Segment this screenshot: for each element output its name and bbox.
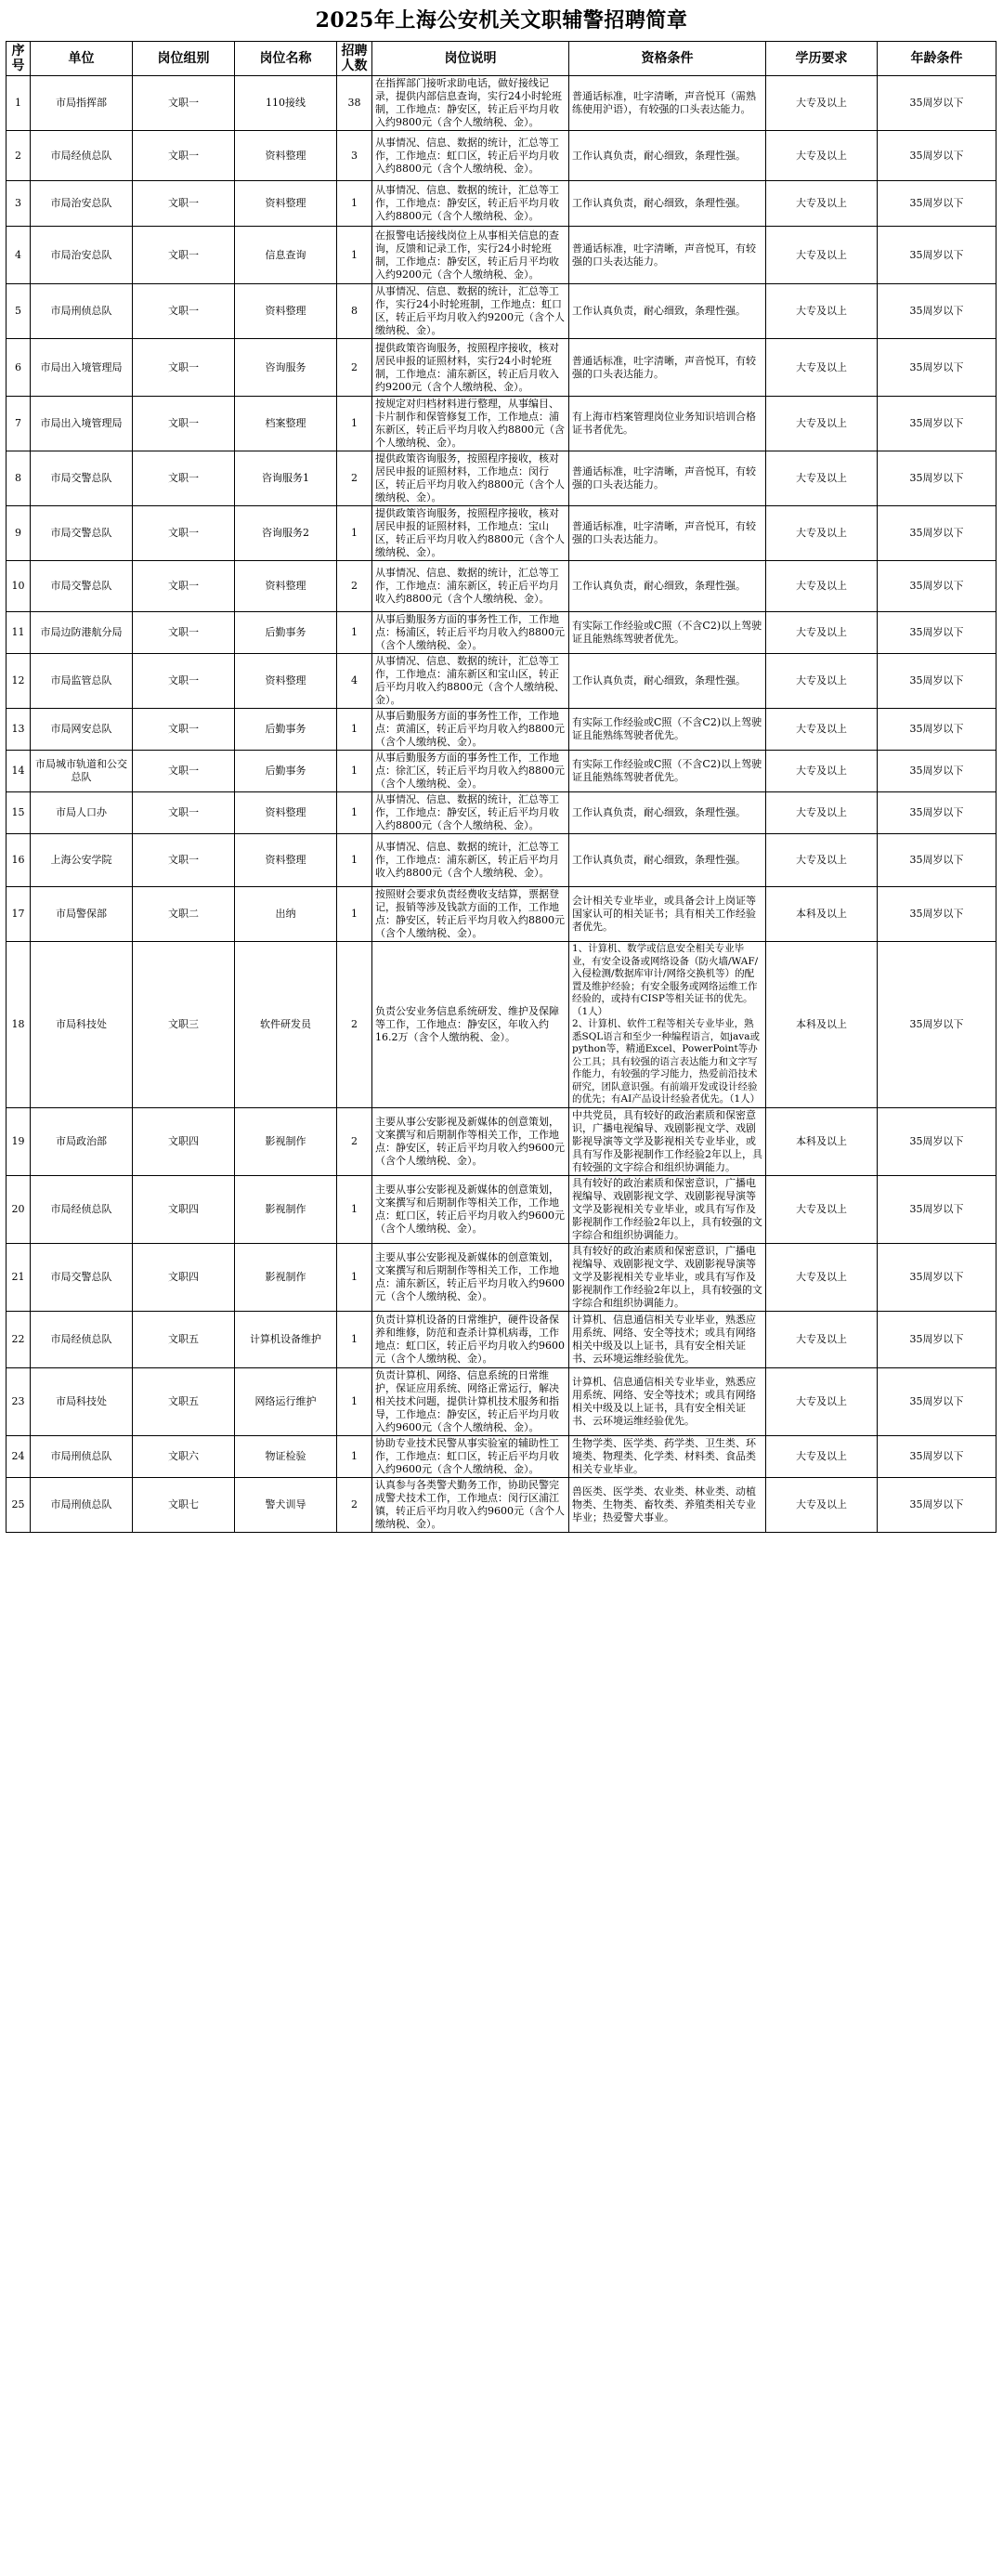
education-cell: 大专及以上 bbox=[766, 76, 878, 131]
table-row bbox=[7, 181, 996, 227]
education-cell: 大专及以上 bbox=[766, 561, 878, 612]
post-description-cell: 从事情况、信息、数据的统计，汇总等工作，工作地点：静安区，转正后平均月收入约8800元（含个人缴纳税、金）。 bbox=[372, 792, 569, 834]
education-cell: 本科及以上 bbox=[766, 1107, 878, 1175]
qualification-cell: 普通话标准，吐字清晰，声音悦耳，有较强的口头表达能力。 bbox=[569, 451, 766, 506]
education-cell: 本科及以上 bbox=[766, 942, 878, 1108]
post-name-cell: 资料整理 bbox=[235, 284, 337, 339]
seq-cell: 13 bbox=[7, 709, 31, 751]
age-cell: 35周岁以下 bbox=[878, 561, 996, 612]
qualification-cell: 工作认真负责，耐心细致，条理性强。 bbox=[569, 181, 766, 227]
group-cell: 文职一 bbox=[133, 451, 235, 506]
education-cell: 大专及以上 bbox=[766, 1435, 878, 1477]
education-cell: 大专及以上 bbox=[766, 1477, 878, 1532]
headcount-cell: 2 bbox=[337, 339, 372, 397]
headcount-cell: 1 bbox=[337, 1311, 372, 1367]
group-cell: 文职一 bbox=[133, 561, 235, 612]
age-cell: 35周岁以下 bbox=[878, 1243, 996, 1311]
unit-cell: 市局出入境管理局 bbox=[31, 397, 133, 451]
education-cell: 大专及以上 bbox=[766, 612, 878, 654]
age-cell: 35周岁以下 bbox=[878, 834, 996, 887]
qualification-cell: 1、计算机、数学或信息安全相关专业毕业，有安全设备或网络设备（防火墙/WAF/入侵检测/数据库审计/网络交换机等）的配置及维护经验；有安全服务或网络运维工作经验的，或持有CISP等相关证书的优先。（1人） 2、计算机、软件工程等相关专业毕业，熟悉SQL语言和至少一种编程语言，如java或python等，精通Excel、PowerPoint等办公工具；具有较强的语言表达能力和文字写作能力，有较强的学习能力，热爱前沿技术研究，团队意识强。有前端开发或设计经验的优先；有AI产品设计经验者优先。（1人） bbox=[569, 942, 766, 1108]
seq-cell: 19 bbox=[7, 1107, 31, 1175]
headcount-cell: 1 bbox=[337, 1175, 372, 1243]
age-cell: 35周岁以下 bbox=[878, 181, 996, 227]
post-name-cell: 出纳 bbox=[235, 887, 337, 942]
post-name-cell: 咨询服务1 bbox=[235, 451, 337, 506]
age-cell: 35周岁以下 bbox=[878, 506, 996, 561]
post-description-cell: 提供政策咨询服务，按照程序接收，核对居民申报的证照材料，工作地点：宝山区，转正后平均月收入约8800元（含个人缴纳税、金）。 bbox=[372, 506, 569, 561]
post-description-cell: 协助专业技术民警从事实验室的辅助性工作，工作地点：虹口区，转正后平均月收入约9600元（含个人缴纳税、金）。 bbox=[372, 1435, 569, 1477]
post-name-cell: 后勤事务 bbox=[235, 751, 337, 792]
post-name-cell: 110接线 bbox=[235, 76, 337, 131]
education-cell: 大专及以上 bbox=[766, 227, 878, 284]
post-description-cell: 负责计算机设备的日常维护，硬件设备保养和维修，防范和查杀计算机病毒，工作地点：虹口区，转正后平均月收入约9600元（含个人缴纳税、金）。 bbox=[372, 1311, 569, 1367]
group-cell: 文职一 bbox=[133, 284, 235, 339]
table-row bbox=[7, 887, 996, 942]
header-cell: 岗位名称 bbox=[235, 42, 337, 76]
headcount-cell: 1 bbox=[337, 1243, 372, 1311]
education-cell: 大专及以上 bbox=[766, 1243, 878, 1311]
table-row bbox=[7, 1311, 996, 1367]
table-row bbox=[7, 339, 996, 397]
group-cell: 文职五 bbox=[133, 1311, 235, 1367]
table-row bbox=[7, 751, 996, 792]
post-description-cell: 主要从事公安影视及新媒体的创意策划，文案撰写和后期制作等相关工作，工作地点：静安区，转正后平均月收入约9600元（含个人缴纳税、金）。 bbox=[372, 1107, 569, 1175]
qualification-cell: 普通话标准，吐字清晰，声音悦耳，有较强的口头表达能力。 bbox=[569, 339, 766, 397]
headcount-cell: 2 bbox=[337, 451, 372, 506]
education-cell: 大专及以上 bbox=[766, 751, 878, 792]
unit-cell: 市局科技处 bbox=[31, 942, 133, 1108]
post-description-cell: 按照财会要求负责经费收支结算，票据登记，报销等涉及钱款方面的工作，工作地点：静安区，转正后平均月收入约8800元（含个人缴纳税、金）。 bbox=[372, 887, 569, 942]
education-cell: 大专及以上 bbox=[766, 654, 878, 709]
headcount-cell: 8 bbox=[337, 284, 372, 339]
unit-cell: 市局经侦总队 bbox=[31, 1311, 133, 1367]
unit-cell: 市局刑侦总队 bbox=[31, 1435, 133, 1477]
post-description-cell: 从事情况、信息、数据的统计，汇总等工作，工作地点：虹口区，转正后平均月收入约8800元（含个人缴纳税、金）。 bbox=[372, 131, 569, 181]
qualification-cell: 中共党员，具有较好的政治素质和保密意识，广播电视编导、戏剧影视文学、戏剧影视导演等文学及影视相关专业毕业，或具有写作及影视制作工作经验2年以上，具有较强的文字综合和组织协调能力。 bbox=[569, 1107, 766, 1175]
table-row bbox=[7, 506, 996, 561]
unit-cell: 市局治安总队 bbox=[31, 181, 133, 227]
age-cell: 35周岁以下 bbox=[878, 1435, 996, 1477]
age-cell: 35周岁以下 bbox=[878, 1367, 996, 1435]
headcount-cell: 1 bbox=[337, 181, 372, 227]
qualification-cell: 有上海市档案管理岗位业务知识培训合格证书者优先。 bbox=[569, 397, 766, 451]
unit-cell: 市局政治部 bbox=[31, 1107, 133, 1175]
seq-cell: 16 bbox=[7, 834, 31, 887]
seq-cell: 6 bbox=[7, 339, 31, 397]
header-cell: 单位 bbox=[31, 42, 133, 76]
table-row bbox=[7, 612, 996, 654]
seq-cell: 21 bbox=[7, 1243, 31, 1311]
age-cell: 35周岁以下 bbox=[878, 284, 996, 339]
qualification-cell: 计算机、信息通信相关专业毕业，熟悉应用系统、网络、安全等技术；或具有网络相关中级及以上证书，具有安全相关证书、云环境运维经验优先。 bbox=[569, 1311, 766, 1367]
seq-cell: 15 bbox=[7, 792, 31, 834]
seq-cell: 8 bbox=[7, 451, 31, 506]
post-description-cell: 认真参与各类警犬勤务工作，协助民警完成警犬技术工作，工作地点：闵行区浦江镇，转正后平均月收入约9600元（含个人缴纳税、金）。 bbox=[372, 1477, 569, 1532]
table-row bbox=[7, 942, 996, 1108]
post-name-cell: 资料整理 bbox=[235, 561, 337, 612]
group-cell: 文职六 bbox=[133, 1435, 235, 1477]
headcount-cell: 2 bbox=[337, 1477, 372, 1532]
post-description-cell: 主要从事公安影视及新媒体的创意策划，文案撰写和后期制作等相关工作，工作地点：浦东新区，转正后平均月收入约9600元（含个人缴纳税、金）。 bbox=[372, 1243, 569, 1311]
seq-cell: 20 bbox=[7, 1175, 31, 1243]
group-cell: 文职四 bbox=[133, 1243, 235, 1311]
unit-cell: 市局交警总队 bbox=[31, 506, 133, 561]
table-row bbox=[7, 792, 996, 834]
headcount-cell: 4 bbox=[337, 654, 372, 709]
table-row bbox=[7, 1107, 996, 1175]
post-name-cell: 计算机设备维护 bbox=[235, 1311, 337, 1367]
qualification-cell: 工作认真负责，耐心细致，条理性强。 bbox=[569, 654, 766, 709]
seq-cell: 4 bbox=[7, 227, 31, 284]
unit-cell: 市局指挥部 bbox=[31, 76, 133, 131]
post-name-cell: 后勤事务 bbox=[235, 709, 337, 751]
post-name-cell: 影视制作 bbox=[235, 1243, 337, 1311]
seq-cell: 3 bbox=[7, 181, 31, 227]
unit-cell: 市局警保部 bbox=[31, 887, 133, 942]
table-row bbox=[7, 397, 996, 451]
age-cell: 35周岁以下 bbox=[878, 654, 996, 709]
qualification-cell: 具有较好的政治素质和保密意识，广播电视编导、戏剧影视文学、戏剧影视导演等文学及影视相关专业毕业，或具有写作及影视制作工作经验2年以上，具有较强的文字综合和组织协调能力。 bbox=[569, 1243, 766, 1311]
unit-cell: 市局经侦总队 bbox=[31, 1175, 133, 1243]
group-cell: 文职一 bbox=[133, 709, 235, 751]
post-name-cell: 网络运行维护 bbox=[235, 1367, 337, 1435]
unit-cell: 市局科技处 bbox=[31, 1367, 133, 1435]
qualification-cell: 普通话标准，吐字清晰，声音悦耳，有较强的口头表达能力。 bbox=[569, 227, 766, 284]
age-cell: 35周岁以下 bbox=[878, 131, 996, 181]
post-description-cell: 在报警电话接线岗位上从事相关信息的查询，反馈和记录工作，实行24小时轮班制，工作地点：静安区，转正后月平均收入约9200元（含个人缴纳税、金）。 bbox=[372, 227, 569, 284]
seq-cell: 11 bbox=[7, 612, 31, 654]
unit-cell: 上海公安学院 bbox=[31, 834, 133, 887]
header-cell: 学历要求 bbox=[766, 42, 878, 76]
qualification-cell: 会计相关专业毕业，或具备会计上岗证等国家认可的相关证书；具有相关工作经验者优先。 bbox=[569, 887, 766, 942]
unit-cell: 市局城市轨道和公交总队 bbox=[31, 751, 133, 792]
headcount-cell: 1 bbox=[337, 1435, 372, 1477]
headcount-cell: 1 bbox=[337, 792, 372, 834]
group-cell: 文职一 bbox=[133, 397, 235, 451]
post-name-cell: 资料整理 bbox=[235, 834, 337, 887]
seq-cell: 23 bbox=[7, 1367, 31, 1435]
education-cell: 本科及以上 bbox=[766, 887, 878, 942]
group-cell: 文职一 bbox=[133, 834, 235, 887]
unit-cell: 市局网安总队 bbox=[31, 709, 133, 751]
seq-cell: 25 bbox=[7, 1477, 31, 1532]
age-cell: 35周岁以下 bbox=[878, 709, 996, 751]
education-cell: 大专及以上 bbox=[766, 339, 878, 397]
group-cell: 文职一 bbox=[133, 227, 235, 284]
qualification-cell: 有实际工作经验或C照（不含C2)以上驾驶证且能熟练驾驶者优先。 bbox=[569, 709, 766, 751]
post-name-cell: 资料整理 bbox=[235, 181, 337, 227]
headcount-cell: 2 bbox=[337, 942, 372, 1108]
post-name-cell: 咨询服务2 bbox=[235, 506, 337, 561]
headcount-cell: 2 bbox=[337, 561, 372, 612]
education-cell: 大专及以上 bbox=[766, 834, 878, 887]
table-row bbox=[7, 227, 996, 284]
post-name-cell: 资料整理 bbox=[235, 131, 337, 181]
qualification-cell: 具有较好的政治素质和保密意识，广播电视编导、戏剧影视文学、戏剧影视导演等文学及影视相关专业毕业，或具有写作及影视制作工作经验2年以上，具有较强的文字综合和组织协调能力。 bbox=[569, 1175, 766, 1243]
table-row bbox=[7, 834, 996, 887]
age-cell: 35周岁以下 bbox=[878, 76, 996, 131]
education-cell: 大专及以上 bbox=[766, 792, 878, 834]
header-cell: 年龄条件 bbox=[878, 42, 996, 76]
unit-cell: 市局交警总队 bbox=[31, 1243, 133, 1311]
group-cell: 文职一 bbox=[133, 792, 235, 834]
seq-cell: 1 bbox=[7, 76, 31, 131]
post-description-cell: 从事后勤服务方面的事务性工作，工作地点：杨浦区，转正后平均月收入约8800元（含个人缴纳税、金）。 bbox=[372, 612, 569, 654]
table-row bbox=[7, 1243, 996, 1311]
table-row bbox=[7, 284, 996, 339]
table-row bbox=[7, 561, 996, 612]
post-description-cell: 提供政策咨询服务，按照程序接收，核对居民申报的证照材料，实行24小时轮班制，工作地点：浦东新区，转正后月收入约9200元（含个人缴纳税、金）。 bbox=[372, 339, 569, 397]
table-row bbox=[7, 451, 996, 506]
header-cell: 资格条件 bbox=[569, 42, 766, 76]
education-cell: 大专及以上 bbox=[766, 506, 878, 561]
group-cell: 文职二 bbox=[133, 887, 235, 942]
age-cell: 35周岁以下 bbox=[878, 227, 996, 284]
qualification-cell: 普通话标准，吐字清晰，声音悦耳，有较强的口头表达能力。 bbox=[569, 506, 766, 561]
post-description-cell: 从事情况、信息、数据的统计，汇总等工作，工作地点：静安区，转正后平均月收入约8800元（含个人缴纳税、金）。 bbox=[372, 181, 569, 227]
qualification-cell: 工作认真负责，耐心细致，条理性强。 bbox=[569, 834, 766, 887]
unit-cell: 市局交警总队 bbox=[31, 561, 133, 612]
unit-cell: 市局刑侦总队 bbox=[31, 284, 133, 339]
post-description-cell: 从事后勤服务方面的事务性工作，工作地点：黄浦区，转正后平均月收入约8800元（含个人缴纳税、金）。 bbox=[372, 709, 569, 751]
headcount-cell: 3 bbox=[337, 131, 372, 181]
post-name-cell: 软件研发员 bbox=[235, 942, 337, 1108]
age-cell: 35周岁以下 bbox=[878, 792, 996, 834]
page-title: 2025年上海公安机关文职辅警招聘简章 bbox=[315, 8, 688, 33]
post-name-cell: 档案整理 bbox=[235, 397, 337, 451]
group-cell: 文职一 bbox=[133, 751, 235, 792]
education-cell: 大专及以上 bbox=[766, 1175, 878, 1243]
group-cell: 文职四 bbox=[133, 1175, 235, 1243]
group-cell: 文职一 bbox=[133, 131, 235, 181]
seq-cell: 12 bbox=[7, 654, 31, 709]
seq-cell: 24 bbox=[7, 1435, 31, 1477]
post-description-cell: 提供政策咨询服务，按照程序接收，核对居民申报的证照材料，工作地点：闵行区，转正后平均月收入约8800元（含个人缴纳税、金）。 bbox=[372, 451, 569, 506]
table-row bbox=[7, 654, 996, 709]
seq-cell: 18 bbox=[7, 942, 31, 1108]
education-cell: 大专及以上 bbox=[766, 397, 878, 451]
group-cell: 文职一 bbox=[133, 181, 235, 227]
qualification-cell: 普通话标准，吐字清晰，声音悦耳（需熟练使用沪语），有较强的口头表达能力。 bbox=[569, 76, 766, 131]
group-cell: 文职五 bbox=[133, 1367, 235, 1435]
qualification-cell: 生物学类、医学类、药学类、卫生类、环境类、物理类、化学类、材料类、食品类相关专业毕业。 bbox=[569, 1435, 766, 1477]
post-name-cell: 后勤事务 bbox=[235, 612, 337, 654]
post-description-cell: 按规定对归档材料进行整理，从事编目、卡片制作和保管修复工作，工作地点：浦东新区，转正后平均月收入约8800元（含个人缴纳税、金）。 bbox=[372, 397, 569, 451]
post-name-cell: 警犬训导 bbox=[235, 1477, 337, 1532]
seq-cell: 9 bbox=[7, 506, 31, 561]
table-row bbox=[7, 1367, 996, 1435]
age-cell: 35周岁以下 bbox=[878, 887, 996, 942]
unit-cell: 市局治安总队 bbox=[31, 227, 133, 284]
headcount-cell: 1 bbox=[337, 834, 372, 887]
qualification-cell: 兽医类、医学类、农业类、林业类、动植物类、生物类、畜牧类、养殖类相关专业毕业；热爱警犬事业。 bbox=[569, 1477, 766, 1532]
seq-cell: 5 bbox=[7, 284, 31, 339]
post-name-cell: 咨询服务 bbox=[235, 339, 337, 397]
group-cell: 文职四 bbox=[133, 1107, 235, 1175]
headcount-cell: 1 bbox=[337, 887, 372, 942]
unit-cell: 市局出入境管理局 bbox=[31, 339, 133, 397]
post-name-cell: 资料整理 bbox=[235, 654, 337, 709]
seq-cell: 2 bbox=[7, 131, 31, 181]
post-name-cell: 信息查询 bbox=[235, 227, 337, 284]
table-row bbox=[7, 709, 996, 751]
unit-cell: 市局监管总队 bbox=[31, 654, 133, 709]
table-row bbox=[7, 1477, 996, 1532]
age-cell: 35周岁以下 bbox=[878, 751, 996, 792]
education-cell: 大专及以上 bbox=[766, 1367, 878, 1435]
unit-cell: 市局经侦总队 bbox=[31, 131, 133, 181]
age-cell: 35周岁以下 bbox=[878, 942, 996, 1108]
seq-cell: 7 bbox=[7, 397, 31, 451]
post-name-cell: 影视制作 bbox=[235, 1175, 337, 1243]
table-row bbox=[7, 76, 996, 131]
age-cell: 35周岁以下 bbox=[878, 1175, 996, 1243]
education-cell: 大专及以上 bbox=[766, 181, 878, 227]
qualification-cell: 工作认真负责，耐心细致，条理性强。 bbox=[569, 792, 766, 834]
headcount-cell: 1 bbox=[337, 397, 372, 451]
education-cell: 大专及以上 bbox=[766, 131, 878, 181]
qualification-cell: 工作认真负责，耐心细致，条理性强。 bbox=[569, 131, 766, 181]
header-cell: 序号 bbox=[7, 42, 31, 76]
seq-cell: 14 bbox=[7, 751, 31, 792]
headcount-cell: 1 bbox=[337, 506, 372, 561]
headcount-cell: 1 bbox=[337, 612, 372, 654]
qualification-cell: 工作认真负责，耐心细致，条理性强。 bbox=[569, 284, 766, 339]
post-name-cell: 物证检验 bbox=[235, 1435, 337, 1477]
post-name-cell: 影视制作 bbox=[235, 1107, 337, 1175]
post-description-cell: 从事情况、信息、数据的统计，汇总等工作，工作地点：浦东新区和宝山区，转正后平均月收入约8800元（含个人缴纳税、金）。 bbox=[372, 654, 569, 709]
unit-cell: 市局人口办 bbox=[31, 792, 133, 834]
age-cell: 35周岁以下 bbox=[878, 451, 996, 506]
group-cell: 文职一 bbox=[133, 612, 235, 654]
post-name-cell: 资料整理 bbox=[235, 792, 337, 834]
seq-cell: 22 bbox=[7, 1311, 31, 1367]
age-cell: 35周岁以下 bbox=[878, 1311, 996, 1367]
age-cell: 35周岁以下 bbox=[878, 339, 996, 397]
seq-cell: 10 bbox=[7, 561, 31, 612]
post-description-cell: 负责计算机、网络、信息系统的日常维护，保证应用系统、网络正常运行，解决相关技术问题，提供计算机技术服务和指导，工作地点：静安区，转正后平均月收入约9600元（含个人缴纳税、金）。 bbox=[372, 1367, 569, 1435]
education-cell: 大专及以上 bbox=[766, 284, 878, 339]
group-cell: 文职一 bbox=[133, 654, 235, 709]
headcount-cell: 38 bbox=[337, 76, 372, 131]
group-cell: 文职一 bbox=[133, 339, 235, 397]
seq-cell: 17 bbox=[7, 887, 31, 942]
unit-cell: 市局交警总队 bbox=[31, 451, 133, 506]
headcount-cell: 1 bbox=[337, 709, 372, 751]
header-cell: 岗位组别 bbox=[133, 42, 235, 76]
education-cell: 大专及以上 bbox=[766, 709, 878, 751]
group-cell: 文职一 bbox=[133, 506, 235, 561]
table-row bbox=[7, 131, 996, 181]
header-cell: 岗位说明 bbox=[372, 42, 569, 76]
age-cell: 35周岁以下 bbox=[878, 397, 996, 451]
unit-cell: 市局边防港航分局 bbox=[31, 612, 133, 654]
post-description-cell: 在指挥部门接听求助电话，做好接线记录，提供内部信息查询，实行24小时轮班制，工作地点：静安区，转正后平均月收入约9800元（含个人缴纳税、金）。 bbox=[372, 76, 569, 131]
headcount-cell: 1 bbox=[337, 751, 372, 792]
group-cell: 文职一 bbox=[133, 76, 235, 131]
age-cell: 35周岁以下 bbox=[878, 1477, 996, 1532]
table-header-row bbox=[7, 42, 996, 76]
recruitment-table bbox=[6, 41, 996, 1533]
header-cell: 招聘人数 bbox=[337, 42, 372, 76]
qualification-cell: 计算机、信息通信相关专业毕业，熟悉应用系统、网络、安全等技术；或具有网络相关中级及以上证书，具有安全相关证书、云环境运维经验优先。 bbox=[569, 1367, 766, 1435]
table-row bbox=[7, 1435, 996, 1477]
education-cell: 大专及以上 bbox=[766, 451, 878, 506]
qualification-cell: 有实际工作经验或C照（不含C2)以上驾驶证且能熟练驾驶者优先。 bbox=[569, 612, 766, 654]
headcount-cell: 1 bbox=[337, 1367, 372, 1435]
post-description-cell: 负责公安业务信息系统研发、维护及保障等工作，工作地点：静安区，年收入约16.2万（含个人缴纳税、金）。 bbox=[372, 942, 569, 1108]
headcount-cell: 2 bbox=[337, 1107, 372, 1175]
age-cell: 35周岁以下 bbox=[878, 612, 996, 654]
age-cell: 35周岁以下 bbox=[878, 1107, 996, 1175]
qualification-cell: 有实际工作经验或C照（不含C2)以上驾驶证且能熟练驾驶者优先。 bbox=[569, 751, 766, 792]
group-cell: 文职三 bbox=[133, 942, 235, 1108]
post-description-cell: 从事后勤服务方面的事务性工作，工作地点：徐汇区，转正后平均月收入约8800元（含个人缴纳税、金）。 bbox=[372, 751, 569, 792]
education-cell: 大专及以上 bbox=[766, 1311, 878, 1367]
post-description-cell: 从事情况、信息、数据的统计，汇总等工作，实行24小时轮班制，工作地点：虹口区，转正后平均月收入约9200元（含个人缴纳税、金）。 bbox=[372, 284, 569, 339]
headcount-cell: 1 bbox=[337, 227, 372, 284]
post-description-cell: 从事情况、信息、数据的统计，汇总等工作，工作地点：浦东新区，转正后平均月收入约8800元（含个人缴纳税、金）。 bbox=[372, 561, 569, 612]
post-description-cell: 主要从事公安影视及新媒体的创意策划，文案撰写和后期制作等相关工作，工作地点：虹口区，转正后平均月收入约9600元（含个人缴纳税、金）。 bbox=[372, 1175, 569, 1243]
group-cell: 文职七 bbox=[133, 1477, 235, 1532]
unit-cell: 市局刑侦总队 bbox=[31, 1477, 133, 1532]
qualification-cell: 工作认真负责，耐心细致，条理性强。 bbox=[569, 561, 766, 612]
post-description-cell: 从事情况、信息、数据的统计，汇总等工作，工作地点：浦东新区，转正后平均月收入约8800元（含个人缴纳税、金）。 bbox=[372, 834, 569, 887]
table-row bbox=[7, 1175, 996, 1243]
